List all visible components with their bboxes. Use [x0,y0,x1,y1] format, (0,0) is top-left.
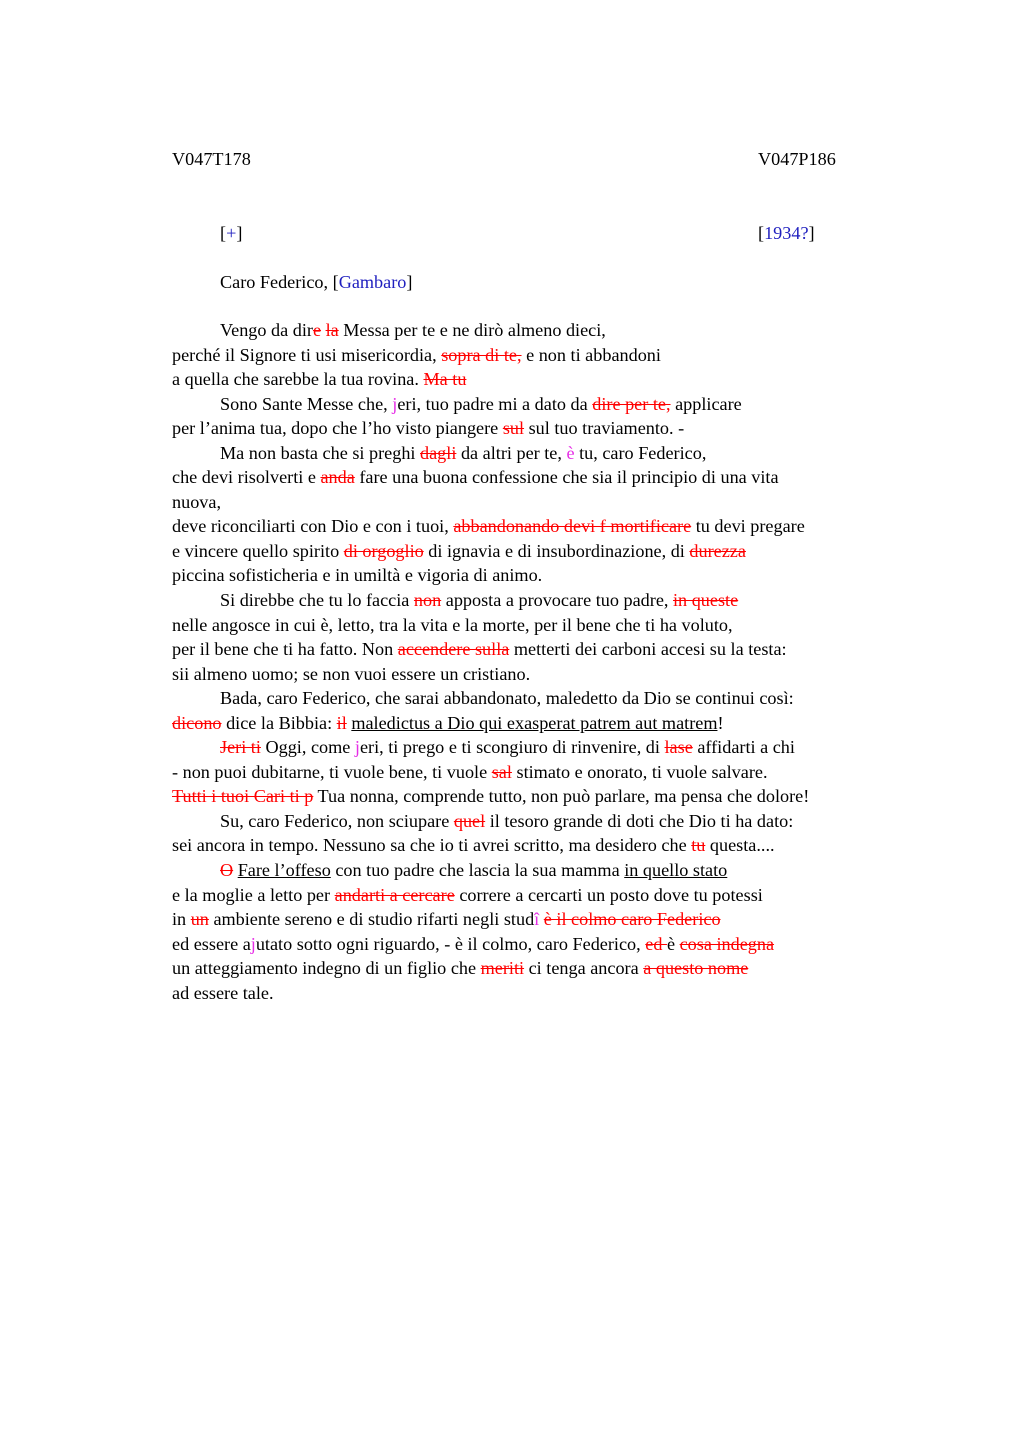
text-segment: fare una buona confessione che sia il principio di una vita [354,467,779,488]
document-code-left: V047T178 [172,149,251,169]
text-segment: - non puoi dubitarne, ti vuole bene, ti vuole [172,761,492,782]
letter-line [172,932,932,957]
deleted-text: Ma tu [423,369,467,390]
underlined-text: maledictus a Dio qui exasperat patrem aut matrem [351,712,718,733]
letter-line [172,318,932,343]
text-segment: questa.... [705,835,775,856]
deleted-text: cosa indegna [679,933,775,954]
document-code-right: V047P186 [758,149,836,169]
deleted-text: e [312,320,322,340]
deleted-text: ed [645,933,667,954]
text-segment: apposta a provocare tuo padre, [441,590,673,611]
text-segment: ci tenga ancora [524,958,644,979]
text-segment: a quella che sarebbe la tua rovina. [172,369,424,390]
letter-line [172,490,932,515]
deleted-text: sul [502,418,525,439]
deleted-text: O [220,860,234,881]
text-segment: sei ancora in tempo. Nessuno sa che io ti avrei scritto, ma desidero che [172,835,692,856]
letter-line [172,907,932,932]
deleted-text: un [190,909,209,930]
deleted-text: accendere sulla [397,639,510,660]
letter-line [172,563,932,588]
text-segment: Su, caro Federico, non sciupare [220,810,454,831]
deleted-text: lase [664,737,693,758]
text-segment: ambiente sereno e di studio rifarti negli stud [208,909,535,930]
text-segment: ed essere a [172,933,251,954]
text-segment: tu, caro Federico, [574,442,707,463]
text-segment: stimato e onorato, ti vuole salvare. [511,761,768,782]
text-segment: piccina sofisticheria e in umiltà e vigoria di animo. [172,565,543,586]
deleted-text: quel [453,810,486,831]
letter-line [172,392,932,417]
deleted-text: la [325,320,339,340]
text-segment: per il bene che ti ha fatto. Non [172,639,398,660]
correction-text: è [566,442,575,463]
text-segment: in [172,909,191,930]
date-value: 1934? [764,223,809,243]
correction-text: j [354,737,360,758]
deleted-text: il [336,712,347,733]
deleted-text: in queste [673,590,739,611]
text-segment: Bada, caro Federico, che sarai abbandonato, maledetto da Dio se continui così: [220,688,794,709]
letter-line [172,858,932,883]
letter-line [172,343,932,368]
deleted-text: durezza [689,540,746,561]
letter-line [172,662,932,687]
text-segment: e la moglie a letto per [172,884,335,905]
text-segment: correre a cercarti un posto dove tu potessi [454,884,763,905]
text-segment: perché il Signore ti usi misericordia, [172,344,442,365]
text-segment: metterti dei carboni accesi su la testa: [509,639,787,660]
text-segment: che devi risolverti e [172,467,321,488]
letter-line [172,416,932,441]
letter-line [172,981,932,1006]
letter-line [172,833,932,858]
deleted-text: a questo nome [643,958,749,979]
letter-line [172,539,932,564]
letter-line [172,711,932,736]
recipient-surname: Gambaro [338,272,407,292]
deleted-text: sal [491,761,512,782]
deleted-text: dicono [172,712,222,733]
text-segment: deve riconciliarti con Dio e con i tuoi, [172,516,454,537]
letter-line [172,465,932,490]
letter-line [172,760,932,785]
correction-text: j [250,933,256,954]
correction-text: î [534,909,540,930]
text-segment: sii almeno uomo; se non vuoi essere un cristiano. [172,663,531,684]
text-segment: con tuo padre che lascia la sua mamma [330,860,625,881]
salutation-text: Caro Federico, [220,272,333,292]
letter-line [172,441,932,466]
text-segment: e non ti abbandoni [521,344,661,365]
letter-line [172,686,932,711]
deleted-text: meriti [480,958,525,979]
text-segment: eri, ti prego e ti scongiuro di rinvenire, di [359,737,665,758]
text-segment: sul tuo traviamento. - [524,418,685,439]
letter-line [172,784,932,809]
text-segment: nelle angosce in cui è, letto, tra la vita e la morte, per il bene che ti ha voluto, [172,614,733,635]
text-segment: e vincere quello spirito [172,540,344,561]
text-segment: il tesoro grande di doti che Dio ti ha dato: [485,810,794,831]
text-segment: per l’anima tua, dopo che l’ho visto piangere [172,418,503,439]
text-segment: tu devi pregare [691,516,805,537]
deleted-text: andarti a cercare [334,884,455,905]
deleted-text: è il colmo caro Federico [543,909,721,930]
underlined-text: in quello stato [624,860,728,881]
letter-line [172,514,932,539]
letter-line [172,809,932,834]
text-segment: Vengo da dir [220,320,313,340]
text-segment: è [666,933,680,954]
deleted-text: tu [691,835,706,856]
letter-line [172,883,932,908]
deleted-text: dagli [420,442,457,463]
text-segment: Sono Sante Messe che, [220,393,393,414]
text-segment: utato sotto ogni riguardo, - è il colmo, caro Federico, [255,933,646,954]
deleted-text: abbandonando devi f mortificare [453,516,692,537]
text-segment: da altri per te, [456,442,567,463]
text-segment: Tua nonna, comprende tutto, non può parlare, ma pensa che dolore! [313,786,810,807]
editorial-plus-marker: [+] [220,223,243,243]
text-segment: Oggi, come [260,737,355,758]
deleted-text: dire per te, [592,393,671,414]
letter-line [172,735,932,760]
letter-line [172,588,932,613]
text-segment: Messa per te e ne dirò almeno dieci, [338,320,606,340]
text-segment: Ma non basta che si preghi [220,442,421,463]
text-segment: applicare [670,393,742,414]
letter-line [172,637,932,662]
deleted-text: sopra di te, [441,344,522,365]
correction-text: j [392,393,398,414]
text-segment: nuova, [172,491,221,512]
letter-line [172,956,932,981]
text-segment: ! [717,712,724,733]
deleted-text: Tutti i tuoi Cari ti p [172,786,314,807]
text-segment: di ignavia e di insubordinazione, di [423,540,690,561]
underlined-text: Fare l’offeso [237,860,331,881]
text-segment: Si direbbe che tu lo faccia [220,590,414,611]
deleted-text: anda [320,467,355,488]
letter-date: [1934?] [758,223,815,243]
deleted-text: di orgoglio [343,540,424,561]
text-segment: eri, tuo padre mi a dato da [397,393,593,414]
letter-line [172,613,932,638]
deleted-text: Jeri ti [220,737,261,758]
text-segment: ad essere tale. [172,982,274,1003]
letter-line [172,367,932,392]
salutation: Caro Federico, [Gambaro] [220,272,413,292]
letter-body [172,318,932,1005]
text-segment: un atteggiamento indegno di un figlio che [172,958,481,979]
plus-marker: + [226,223,237,243]
deleted-text: non [413,590,442,611]
text-segment: dice la Bibbia: [221,712,337,733]
text-segment: affidarti a chi [692,737,795,758]
